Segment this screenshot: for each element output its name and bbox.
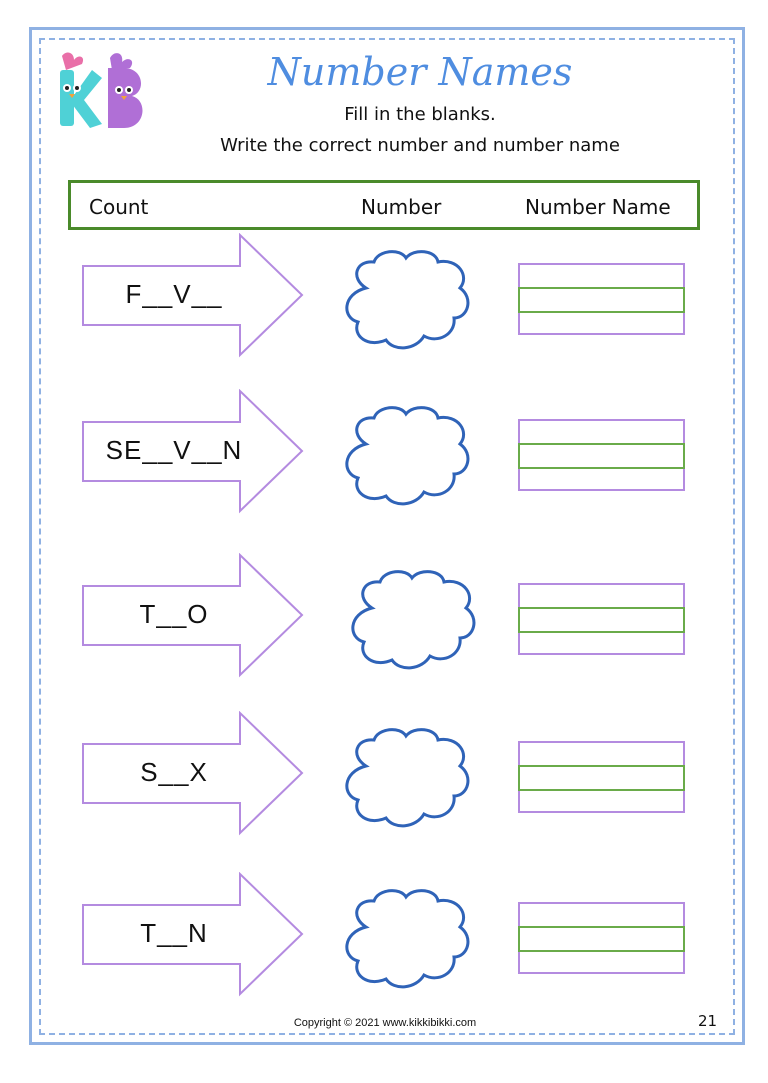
writing-guide-band bbox=[518, 926, 685, 952]
number-name-answer-box[interactable] bbox=[518, 419, 685, 491]
table-header bbox=[68, 180, 700, 230]
cloud-answer-icon[interactable] bbox=[344, 568, 480, 672]
writing-guide-band bbox=[518, 765, 685, 791]
copyright-footer: Copyright © 2021 www.kikkibikki.com bbox=[293, 1017, 477, 1029]
exercise-row bbox=[0, 389, 768, 514]
number-name-answer-box[interactable] bbox=[518, 263, 685, 335]
exercise-row bbox=[0, 872, 768, 997]
header-number: Number bbox=[361, 195, 442, 219]
writing-guide-band bbox=[518, 607, 685, 633]
word-with-blanks: T__O bbox=[139, 599, 209, 629]
cloud-answer-icon[interactable] bbox=[338, 726, 474, 830]
cloud-answer-icon[interactable] bbox=[338, 404, 474, 508]
exercise-row bbox=[0, 233, 768, 358]
number-name-answer-box[interactable] bbox=[518, 741, 685, 813]
number-name-answer-box[interactable] bbox=[518, 583, 685, 655]
word-with-blanks: T__N bbox=[140, 918, 208, 948]
number-name-answer-box[interactable] bbox=[518, 902, 685, 974]
kikkibikki-logo-icon bbox=[52, 48, 152, 132]
word-with-blanks: F__V__ bbox=[125, 279, 223, 309]
exercise-row bbox=[0, 553, 768, 678]
writing-guide-band bbox=[518, 287, 685, 313]
header-count: Count bbox=[89, 195, 149, 219]
page-number: 21 bbox=[698, 1012, 718, 1030]
word-with-blanks: S__X bbox=[140, 757, 208, 787]
word-with-blanks: SE__V__N bbox=[105, 435, 243, 465]
page-title: Number Names bbox=[267, 50, 573, 94]
cloud-answer-icon[interactable] bbox=[338, 248, 474, 352]
writing-guide-band bbox=[518, 443, 685, 469]
cloud-answer-icon[interactable] bbox=[338, 887, 474, 991]
instruction-line-1: Fill in the blanks. bbox=[344, 104, 496, 125]
exercise-row bbox=[0, 711, 768, 836]
header-number-name: Number Name bbox=[525, 195, 671, 219]
instruction-line-2: Write the correct number and number name bbox=[220, 135, 620, 156]
